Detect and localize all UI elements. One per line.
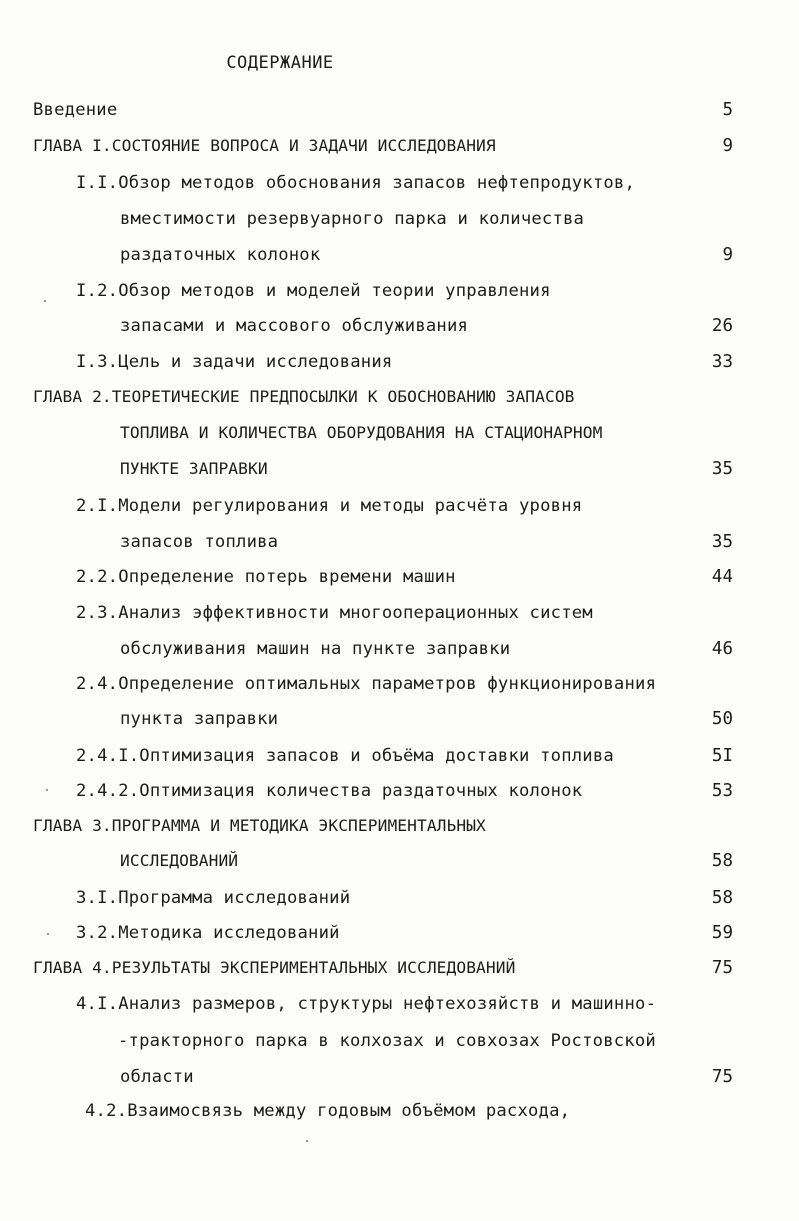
- scan-speck: [44, 300, 46, 302]
- toc-section-1-3: I.3.Цель и задачи исследования: [76, 352, 393, 372]
- toc-section-4-1-cont: -тракторного парка в колхозах и совхозах Ростовской: [118, 1031, 656, 1051]
- toc-section-2-3-cont: обслуживания машин на пункте заправки: [120, 639, 511, 659]
- toc-section-2-3: 2.3.Анализ эффективности многооперационных систем: [76, 603, 593, 623]
- toc-section-2-1-cont: запасов топлива: [120, 532, 279, 552]
- toc-section-2-2: 2.2.Определение потерь времени машин: [76, 567, 456, 587]
- scan-speck: [306, 1140, 308, 1142]
- scan-speck: [47, 933, 49, 935]
- toc-subsection-2-4-2: 2.4.2.Оптимизация количества раздаточных колонок: [76, 781, 583, 801]
- toc-section-1-2: I.2.Обзор методов и моделей теории управления: [76, 281, 551, 301]
- toc-chapter-4: ГЛАВА 4.РЕЗУЛЬТАТЫ ЭКСПЕРИМЕНТАЛЬНЫХ ИССЛЕДОВАНИЙ: [33, 958, 516, 977]
- toc-entry-intro: Введение: [33, 100, 118, 120]
- toc-page-number: 9: [722, 136, 733, 156]
- toc-page-number: 5: [722, 100, 733, 120]
- toc-chapter-1: ГЛАВА I.СОСТОЯНИЕ ВОПРОСА И ЗАДАЧИ ИССЛЕДОВАНИЯ: [33, 136, 496, 155]
- toc-chapter-2-cont: ТОПЛИВА И КОЛИЧЕСТВА ОБОРУДОВАНИЯ НА СТАЦИОНАРНОМ: [120, 423, 603, 442]
- toc-page-number: 33: [711, 352, 733, 372]
- toc-section-3-2: 3.2.Методика исследований: [76, 923, 340, 943]
- toc-page-number: 5I: [711, 746, 733, 766]
- toc-chapter-3-cont: ИССЛЕДОВАНИЙ: [120, 851, 239, 870]
- toc-chapter-3: ГЛАВА 3.ПРОГРАММА И МЕТОДИКА ЭКСПЕРИМЕНТАЛЬНЫХ: [33, 816, 486, 835]
- toc-page-number: 9: [722, 245, 733, 265]
- toc-chapter-2: ГЛАВА 2.ТЕОРЕТИЧЕСКИЕ ПРЕДПОСЫЛКИ К ОБОСНОВАНИЮ ЗАПАСОВ: [33, 387, 575, 406]
- toc-page-number: 59: [711, 923, 733, 943]
- toc-section-1-2-cont: запасами и массового обслуживания: [120, 316, 469, 336]
- toc-section-1-1: I.I.Обзор методов обоснования запасов нефтепродуктов,: [76, 173, 636, 193]
- toc-section-2-4-cont: пункта заправки: [120, 709, 279, 729]
- toc-page-number: 35: [711, 532, 733, 552]
- toc-page-number: 35: [711, 459, 733, 479]
- toc-page-number: 58: [711, 888, 733, 908]
- toc-page-number: 53: [711, 781, 733, 801]
- toc-page-number: 75: [711, 958, 733, 978]
- toc-section-1-1-cont: раздаточных колонок: [120, 245, 321, 265]
- toc-section-1-1-cont: вместимости резервуарного парка и количества: [120, 209, 585, 229]
- toc-page-number: 46: [711, 639, 733, 659]
- toc-page-number: 26: [711, 316, 733, 336]
- toc-section-2-4: 2.4.Определение оптимальных параметров функционирования: [76, 674, 657, 694]
- toc-page-number: 75: [711, 1067, 733, 1087]
- toc-chapter-2-cont: ПУНКТЕ ЗАПРАВКИ: [120, 459, 268, 478]
- toc-subsection-2-4-1: 2.4.I.Оптимизация запасов и объёма доставки топлива: [76, 746, 614, 766]
- toc-page-number: 44: [711, 567, 733, 587]
- toc-page-number: 58: [711, 851, 733, 871]
- toc-section-2-1: 2.I.Модели регулирования и методы расчёта уровня: [76, 496, 583, 516]
- scan-speck: [46, 789, 48, 791]
- toc-section-3-1: 3.I.Программа исследований: [76, 888, 351, 908]
- page-title: СОДЕРЖАНИЕ: [226, 53, 334, 73]
- toc-page-number: 50: [711, 709, 733, 729]
- toc-section-4-2: 4.2.Взаимосвязь между годовым объёмом расхода,: [85, 1101, 571, 1121]
- toc-section-4-1-cont: области: [120, 1067, 194, 1087]
- toc-section-4-1: 4.I.Анализ размеров, структуры нефтехозяйств и машинно-: [76, 994, 657, 1014]
